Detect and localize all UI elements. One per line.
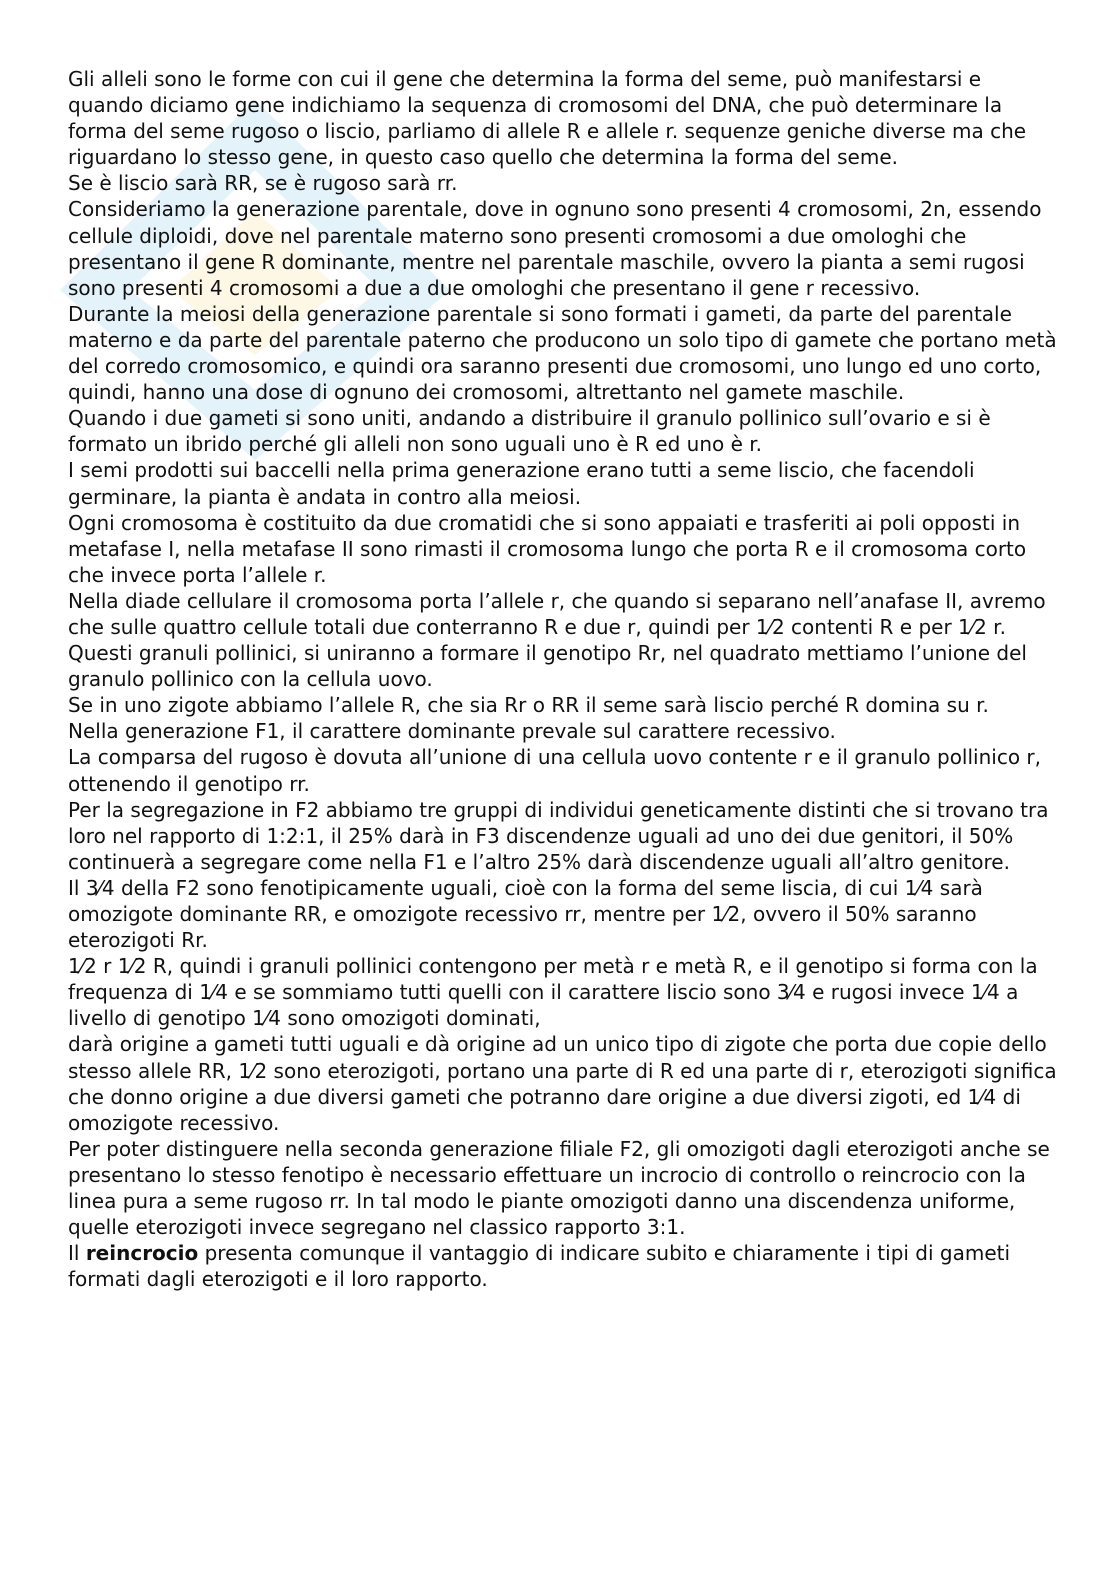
paragraph: Nella generazione F1, il carattere dominante prevale sul carattere recessivo.: [68, 719, 836, 744]
text-prefix: Il: [68, 1241, 86, 1266]
paragraph: Questi granuli pollinici, si uniranno a formare il genotipo Rr, nel quadrato mettiamo l’unione del granulo pollinico con la cellula uovo.: [68, 641, 1027, 692]
paragraph: La comparsa del rugoso è dovuta all’unione di una cellula uovo contente r e il granulo pollinico r, ottenendo il genotipo rr.: [68, 745, 1042, 796]
paragraph-reincrocio: [68, 1240, 1058, 1292]
paragraph: darà origine a gameti tutti uguali e dà origine ad un unico tipo di zigote che porta due copie dello stesso allele RR, 1⁄2 sono eterozigoti, portano una parte di R ed una parte di r, eterozigoti significa che donno origine a due diversi gameti che potranno dare origine a due diversi zigoti, ed 1⁄4 di omozigote recessivo.: [68, 1032, 1057, 1135]
paragraph: Ogni cromosoma è costituito da due cromatidi che si sono appaiati e trasferiti ai poli opposti in metafase I, nella metafase II sono rimasti il cromosoma lungo che porta R e il cromosoma corto che invece porta l’allele r.: [68, 510, 1027, 587]
paragraph: Per la segregazione in F2 abbiamo tre gruppi di individui geneticamente distinti che si trovano tra loro nel rapporto di 1:2:1, il 25% darà in F3 discendenze uguali ad uno dei due genitori, il 50% continuerà a segregare come nella F1 e l’altro 25% darà discendenze uguali all’altro genitore.: [68, 797, 1049, 874]
paragraph: I semi prodotti sui baccelli nella prima generazione erano tutti a seme liscio, che facendoli germinare, la pianta è andata in contro alla meiosi.: [68, 458, 975, 509]
paragraph: Per poter distinguere nella seconda generazione filiale F2, gli omozigoti dagli eterozigoti anche se presentano lo stesso fenotipo è necessario effettuare un incrocio di controllo o reincrocio con la linea pura a seme rugoso rr. In tal modo le piante omozigoti danno una discendenza uniforme, quelle eterozigoti invece segregano nel classico rapporto 3:1.: [68, 1136, 1050, 1240]
paragraph: Se è liscio sarà RR, se è rugoso sarà rr.: [68, 171, 458, 196]
paragraph: Nella diade cellulare il cromosoma porta l’allele r, che quando si separano nell’anafase II, avremo che sulle quattro cellule totali due conterranno R e due r, quindi per 1⁄2 contenti R e per 1⁄2 r.: [68, 588, 1046, 639]
paragraph: Se in uno zigote abbiamo l’allele R, che sia Rr o RR il seme sarà liscio perché R domina su r.: [68, 693, 989, 718]
paragraph: Gli alleli sono le forme con cui il gene che determina la forma del seme, può manifestarsi e quando diciamo gene indichiamo la sequenza di cromosomi del DNA, che può determinare la forma del seme rugoso o liscio, parliamo di allele R e allele r. sequenze geniche diverse ma che riguardano lo stesso gene, in questo caso quello che determina la forma del seme.: [68, 67, 1027, 170]
document-body: [68, 66, 1058, 1292]
paragraph: Consideriamo la generazione parentale, dove in ognuno sono presenti 4 cromosomi, 2n, essendo cellule diploidi, dove nel parentale materno sono presenti cromosomi a due omologhi che presentano il gene R dominante, mentre nel parentale maschile, ovvero la pianta a semi rugosi sono presenti 4 cromosomi a due a due omologhi che presentano il gene r recessivo.: [68, 197, 1042, 300]
paragraph: Quando i due gameti si sono uniti, andando a distribuire il granulo pollinico sull’ovario e si è formato un ibrido perché gli alleli non sono uguali uno è R ed uno è r.: [68, 406, 991, 457]
paragraph: Il 3⁄4 della F2 sono fenotipicamente uguali, cioè con la forma del seme liscia, di cui 1⁄4 sarà omozigote dominante RR, e omozigote recessivo rr, mentre per 1⁄2, ovvero il 50% saranno eterozigoti Rr.: [68, 875, 983, 953]
text-suffix: presenta comunque il vantaggio di indicare subito e chiaramente i tipi di gameti formati dagli eterozigoti e il loro rapporto.: [68, 1241, 1011, 1292]
bold-term: reincrocio: [85, 1241, 199, 1266]
paragraph: 1⁄2 r 1⁄2 R, quindi i granuli pollinici contengono per metà r e metà R, e il genotipo si forma con la frequenza di 1⁄4 e se sommiamo tutti quelli con il carattere liscio sono 3⁄4 e rugosi invece 1⁄4 a livello di genotipo 1⁄4 sono omozigoti dominati,: [68, 954, 1038, 1031]
paragraph: Durante la meiosi della generazione parentale si sono formati i gameti, da parte del parentale materno e da parte del parentale paterno che producono un solo tipo di gamete che portano metà del corredo cromosomico, e quindi ora saranno presenti due cromosomi, uno lungo ed uno corto, quindi, hanno una dose di ognuno dei cromosomi, altrettanto nel gamete maschile.: [68, 301, 1057, 405]
